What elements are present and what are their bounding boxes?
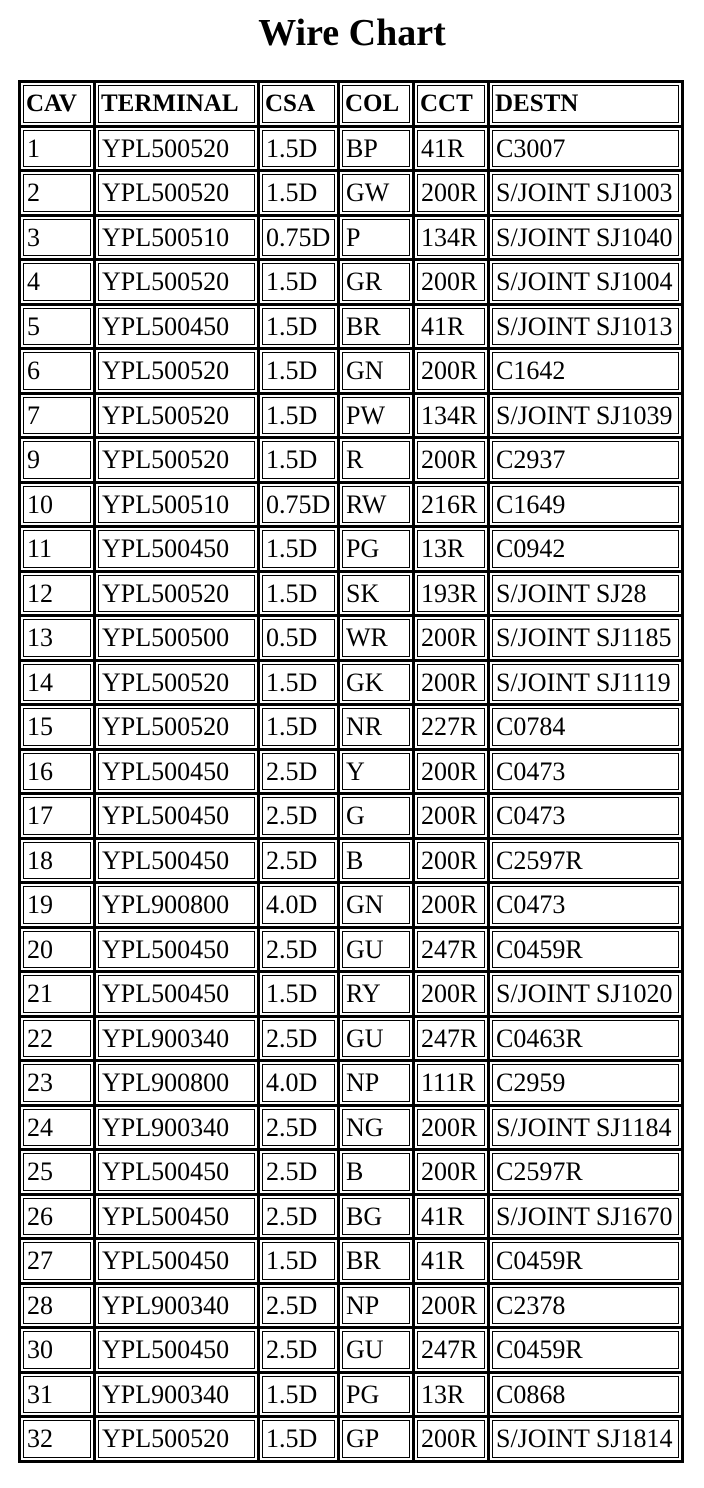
cell-terminal: YPL900340 [96,1107,260,1152]
cell-csa: 4.0D [260,1062,340,1107]
table-row [21,573,684,618]
cell-terminal: YPL500450 [96,1329,260,1374]
cell-csa: 2.5D [260,1196,340,1241]
table-row [21,217,684,262]
cell-col: PG [340,1374,415,1419]
cell-col: GN [340,884,415,929]
cell-csa: 0.75D [260,484,340,529]
cell-destn: C2959 [490,1062,684,1107]
cell-destn: C0942 [490,528,684,573]
cell-terminal: YPL500500 [96,617,260,662]
cell-csa: 2.5D [260,795,340,840]
cell-cav: 3 [21,217,96,262]
table-row [21,1285,684,1330]
cell-cct: 111R [415,1062,490,1107]
header-cct: CCT [415,83,490,128]
cell-destn: C0459R [490,1329,684,1374]
cell-terminal: YPL500520 [96,350,260,395]
page-title: Wire Chart [258,12,446,54]
cell-csa: 1.5D [260,1418,340,1463]
cell-csa: 1.5D [260,1240,340,1285]
cell-cct: 200R [415,261,490,306]
cell-destn: C3007 [490,128,684,173]
table-row [21,884,684,929]
cell-destn: C0784 [490,706,684,751]
cell-destn: C1649 [490,484,684,529]
table-row [21,706,684,751]
table-row [21,261,684,306]
cell-cav: 14 [21,662,96,707]
table-row [21,1018,684,1063]
cell-cav: 32 [21,1418,96,1463]
cell-col: WR [340,617,415,662]
cell-col: PG [340,528,415,573]
table-body [21,128,684,1463]
cell-csa: 1.5D [260,973,340,1018]
cell-cav: 17 [21,795,96,840]
cell-col: GU [340,929,415,974]
cell-col: GR [340,261,415,306]
cell-csa: 2.5D [260,1018,340,1063]
cell-terminal: YPL500520 [96,573,260,618]
table-row [21,350,684,395]
cell-csa: 4.0D [260,884,340,929]
cell-col: GP [340,1418,415,1463]
cell-cct: 41R [415,1196,490,1241]
cell-cav: 30 [21,1329,96,1374]
cell-cav: 28 [21,1285,96,1330]
cell-csa: 1.5D [260,172,340,217]
table-row [21,929,684,974]
table-row [21,617,684,662]
cell-terminal: YPL900340 [96,1374,260,1419]
table-row [21,439,684,484]
cell-destn: C2937 [490,439,684,484]
cell-cct: 200R [415,840,490,885]
cell-col: BR [340,306,415,351]
cell-cav: 31 [21,1374,96,1419]
cell-cct: 247R [415,1329,490,1374]
cell-col: R [340,439,415,484]
cell-cct: 200R [415,1285,490,1330]
table-row [21,1196,684,1241]
table-row [21,1374,684,1419]
cell-csa: 1.5D [260,1374,340,1419]
cell-terminal: YPL900800 [96,884,260,929]
cell-cct: 134R [415,395,490,440]
cell-destn: C0463R [490,1018,684,1063]
cell-cct: 13R [415,528,490,573]
table-row [21,1151,684,1196]
cell-col: GW [340,172,415,217]
cell-csa: 2.5D [260,1285,340,1330]
cell-col: NG [340,1107,415,1152]
cell-cav: 1 [21,128,96,173]
cell-terminal: YPL500520 [96,662,260,707]
cell-cav: 15 [21,706,96,751]
header-csa: CSA [260,83,340,128]
cell-destn: S/JOINT SJ1814 [490,1418,684,1463]
cell-cav: 22 [21,1018,96,1063]
cell-csa: 2.5D [260,840,340,885]
cell-destn: S/JOINT SJ28 [490,573,684,618]
cell-csa: 1.5D [260,395,340,440]
table-row [21,484,684,529]
cell-cct: 193R [415,573,490,618]
cell-csa: 1.5D [260,662,340,707]
cell-cav: 19 [21,884,96,929]
cell-destn: C0473 [490,795,684,840]
cell-destn: S/JOINT SJ1003 [490,172,684,217]
cell-col: P [340,217,415,262]
cell-destn: S/JOINT SJ1185 [490,617,684,662]
cell-cct: 200R [415,617,490,662]
table-row [21,795,684,840]
cell-col: GN [340,350,415,395]
table-row [21,395,684,440]
header-destn: DESTN [490,83,684,128]
cell-terminal: YPL900800 [96,1062,260,1107]
cell-cav: 6 [21,350,96,395]
table-row [21,973,684,1018]
cell-cav: 27 [21,1240,96,1285]
cell-terminal: YPL500450 [96,929,260,974]
cell-destn: S/JOINT SJ1040 [490,217,684,262]
cell-col: NP [340,1285,415,1330]
cell-destn: S/JOINT SJ1004 [490,261,684,306]
cell-cct: 200R [415,662,490,707]
cell-cav: 13 [21,617,96,662]
cell-terminal: YPL500450 [96,795,260,840]
cell-destn: S/JOINT SJ1013 [490,306,684,351]
cell-destn: C2597R [490,840,684,885]
cell-col: PW [340,395,415,440]
header-terminal: TERMINAL [96,83,260,128]
table-row [21,840,684,885]
cell-col: B [340,1151,415,1196]
cell-cct: 200R [415,1418,490,1463]
cell-csa: 1.5D [260,261,340,306]
header-cav: CAV [21,83,96,128]
cell-col: Y [340,751,415,796]
cell-cct: 200R [415,1151,490,1196]
cell-destn: S/JOINT SJ1039 [490,395,684,440]
table-row [21,751,684,796]
cell-col: BR [340,1240,415,1285]
cell-cav: 9 [21,439,96,484]
cell-cav: 2 [21,172,96,217]
table-row [21,1062,684,1107]
cell-csa: 2.5D [260,929,340,974]
cell-cct: 200R [415,350,490,395]
cell-col: GK [340,662,415,707]
cell-cct: 247R [415,929,490,974]
table-row [21,306,684,351]
cell-cav: 24 [21,1107,96,1152]
cell-cct: 200R [415,795,490,840]
cell-cct: 200R [415,172,490,217]
cell-cav: 5 [21,306,96,351]
cell-cct: 134R [415,217,490,262]
cell-cav: 16 [21,751,96,796]
cell-terminal: YPL500520 [96,1418,260,1463]
header-row [21,83,684,128]
table-row [21,662,684,707]
cell-csa: 2.5D [260,1107,340,1152]
cell-terminal: YPL500450 [96,1196,260,1241]
cell-col: RW [340,484,415,529]
table-row [21,528,684,573]
table-row [21,1418,684,1463]
cell-csa: 1.5D [260,706,340,751]
cell-terminal: YPL500520 [96,439,260,484]
cell-destn: S/JOINT SJ1020 [490,973,684,1018]
cell-destn: C1642 [490,350,684,395]
cell-col: SK [340,573,415,618]
cell-destn: C0459R [490,929,684,974]
cell-csa: 2.5D [260,1151,340,1196]
cell-destn: C2378 [490,1285,684,1330]
cell-terminal: YPL500450 [96,1151,260,1196]
cell-col: G [340,795,415,840]
cell-col: GU [340,1018,415,1063]
cell-terminal: YPL500450 [96,1240,260,1285]
cell-col: BP [340,128,415,173]
cell-col: NP [340,1062,415,1107]
cell-cct: 41R [415,306,490,351]
cell-col: RY [340,973,415,1018]
header-col: COL [340,83,415,128]
cell-destn: C2597R [490,1151,684,1196]
cell-col: GU [340,1329,415,1374]
cell-cct: 41R [415,128,490,173]
cell-csa: 0.75D [260,217,340,262]
table-row [21,1329,684,1374]
cell-terminal: YPL500450 [96,840,260,885]
table-row [21,1107,684,1152]
cell-terminal: YPL900340 [96,1018,260,1063]
cell-cct: 200R [415,751,490,796]
cell-terminal: YPL500450 [96,751,260,796]
cell-cav: 25 [21,1151,96,1196]
table-row [21,128,684,173]
cell-csa: 2.5D [260,751,340,796]
cell-terminal: YPL500450 [96,306,260,351]
cell-terminal: YPL500510 [96,484,260,529]
cell-terminal: YPL500520 [96,128,260,173]
cell-cav: 18 [21,840,96,885]
cell-col: NR [340,706,415,751]
cell-destn: S/JOINT SJ1184 [490,1107,684,1152]
wire-chart-table [18,80,684,1463]
cell-csa: 1.5D [260,439,340,484]
cell-csa: 1.5D [260,306,340,351]
cell-terminal: YPL500520 [96,395,260,440]
cell-cct: 200R [415,439,490,484]
cell-cct: 200R [415,1107,490,1152]
cell-cav: 4 [21,261,96,306]
cell-cct: 216R [415,484,490,529]
cell-cct: 247R [415,1018,490,1063]
cell-cav: 21 [21,973,96,1018]
cell-terminal: YPL500520 [96,261,260,306]
cell-terminal: YPL500450 [96,973,260,1018]
cell-cct: 13R [415,1374,490,1419]
cell-destn: C0459R [490,1240,684,1285]
table-row [21,1240,684,1285]
cell-cav: 11 [21,528,96,573]
cell-csa: 1.5D [260,528,340,573]
cell-destn: S/JOINT SJ1119 [490,662,684,707]
cell-csa: 0.5D [260,617,340,662]
table-row [21,172,684,217]
cell-terminal: YPL500520 [96,706,260,751]
cell-csa: 2.5D [260,1329,340,1374]
cell-csa: 1.5D [260,573,340,618]
cell-cav: 23 [21,1062,96,1107]
cell-terminal: YPL500450 [96,528,260,573]
cell-terminal: YPL900340 [96,1285,260,1330]
cell-csa: 1.5D [260,128,340,173]
cell-terminal: YPL500510 [96,217,260,262]
cell-cav: 26 [21,1196,96,1241]
cell-cct: 227R [415,706,490,751]
cell-cav: 12 [21,573,96,618]
cell-cct: 200R [415,973,490,1018]
cell-cct: 41R [415,1240,490,1285]
cell-destn: S/JOINT SJ1670 [490,1196,684,1241]
cell-col: B [340,840,415,885]
cell-col: BG [340,1196,415,1241]
cell-cav: 10 [21,484,96,529]
cell-destn: C0473 [490,751,684,796]
cell-destn: C0473 [490,884,684,929]
cell-csa: 1.5D [260,350,340,395]
cell-destn: C0868 [490,1374,684,1419]
cell-cav: 7 [21,395,96,440]
cell-terminal: YPL500520 [96,172,260,217]
cell-cav: 20 [21,929,96,974]
cell-cct: 200R [415,884,490,929]
